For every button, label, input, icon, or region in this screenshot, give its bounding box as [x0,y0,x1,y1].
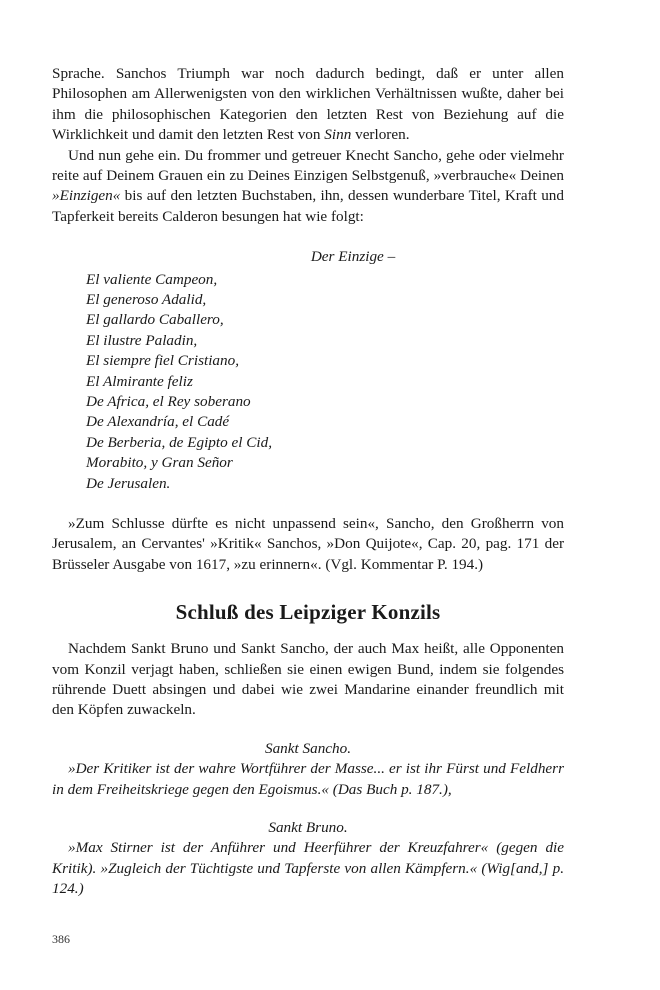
paragraph-2-text-b: bis auf den letzten Buchstaben, ihn, dessen wunderbare Titel, Kraft und Tapferkeit bereits Calderon besungen hat wie folgt: [52,187,564,225]
poem-line: El generoso Adalid, [86,291,207,309]
speaker-sancho: Sankt Sancho. [264,739,352,757]
poem-line: Morabito, y Gran Señor [86,454,233,472]
paragraph-1 [52,64,564,146]
speaker-bruno: Sankt Bruno. [268,819,348,837]
paragraph-3: »Zum Schlusse dürfte es nicht unpassend sein«, Sancho, den Großherrn von Jerusalem, an Cervantes' »Kritik« Sanchos, »Don Quijote«, Cap. 20, pag. 171 der Brüsseler Ausgabe von 1617, »zu erinnern«. (Vgl. Kommentar P. 194.) [52,514,564,573]
paragraph-1-emphasis: Sinn [324,126,352,144]
poem-line: El siempre fiel Cristiano, [86,352,239,370]
paragraph-2 [52,146,564,228]
poem [86,270,564,494]
poem-line: El gallardo Caballero, [86,311,224,329]
poem-line: El Almirante feliz [86,372,193,390]
poem-line: De Africa, el Rey soberano [86,393,251,410]
paragraph-1-text-b: verloren. [351,126,410,144]
page-content [52,64,564,900]
section-heading: Schluß des Leipziger Konzils [175,600,441,625]
poem-line: El ilustre Paladin, [86,331,198,349]
poem-line: El valiente Campeon, [86,270,218,288]
quote-bruno: »Max Stirner ist der Anführer und Heerführer der Kreuzfahrer« (gegen die Kritik). »Zugleich der Tüchtigste und Tapferste von allen Kämpfern.« (Wig[and,] p. 124.) [52,839,564,898]
paragraph-1-text-a: Sprache. Sanchos Triumph war noch dadurch bedingt, daß er unter allen Philosophen am Allerwenigsten von den wirklichen Verhältnissen wußte, daher bei ihm die philosophischen Kategorien den letzten Rest von Beziehung auf die Wirklichkeit und damit den letzten Rest von [52,65,564,144]
page-number: 386 [52,932,70,946]
poem-line: De Berberia, de Egipto el Cid, [86,433,273,451]
quote-sancho: »Der Kritiker ist der wahre Wortführer der Masse... er ist ihr Fürst und Feldherr in dem Freiheitskriege gegen den Egoismus.« (Das Buch p. 187.), [52,760,564,798]
paragraph-2-emphasis: »Einzigen« [52,187,121,205]
poem-line: De Jerusalen. [86,474,171,492]
paragraph-2-text-a: Und nun gehe ein. Du frommer und getreuer Knecht Sancho, gehe oder vielmehr reite auf Deinem Grauen ein zu Deines Einzigen Selbstgenuß, »verbrauche« Deinen [52,146,564,185]
poem-heading: Der Einzige – [310,248,396,266]
paragraph-4: Nachdem Sankt Bruno und Sankt Sancho, der auch Max heißt, alle Opponenten vom Konzil verjagt haben, schließen sie einen ewigen Bund, indem sie folgendes rührende Duett absingen und dabei wie zwei Mandarine einander freundlich mit den Köpfen zuwackeln. [52,640,564,719]
poem-line: De Alexandría, el Cadé [86,413,230,431]
